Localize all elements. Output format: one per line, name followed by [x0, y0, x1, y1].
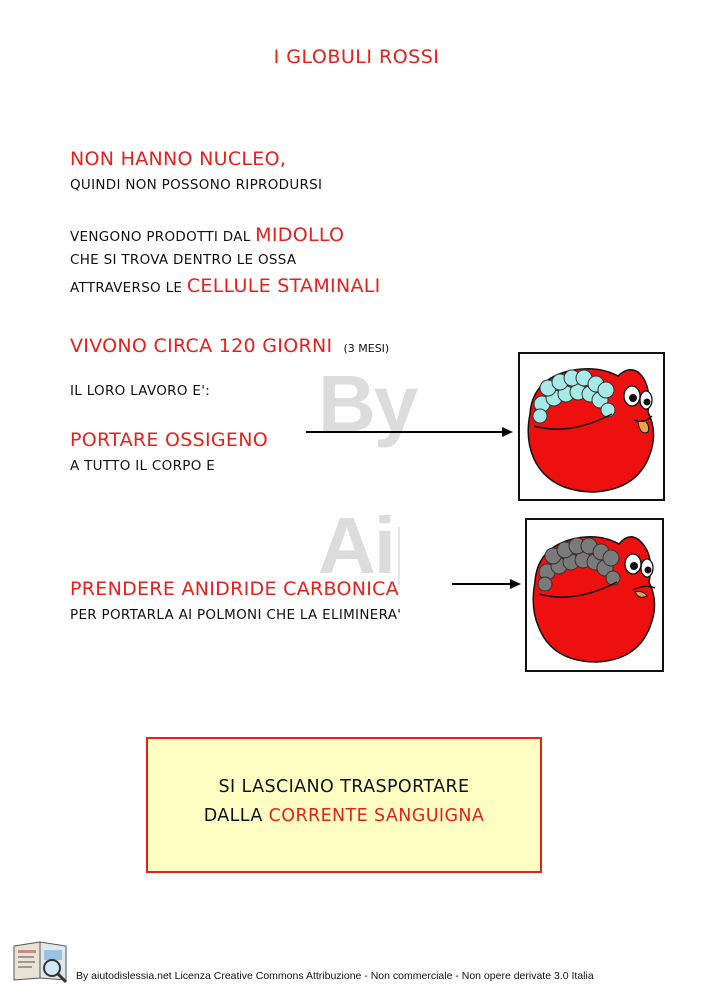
marrow-highlight: MIDOLLO: [255, 224, 345, 246]
red-cell-oxygen-icon: [520, 354, 663, 499]
bloodstream-callout: [146, 737, 542, 873]
co2-heading: PRENDERE ANIDRIDE CARBONICA: [70, 578, 399, 600]
red-cell-co2-icon: [527, 520, 662, 670]
marrow-line: [70, 224, 344, 246]
site-logo-icon: [12, 940, 70, 984]
bones-text: CHE SI TROVA DENTRO LE OSSA: [70, 252, 297, 268]
nucleus-heading: NON HANNO NUCLEO,: [70, 148, 287, 170]
stem-cells-line: [70, 275, 381, 297]
watermark-by: By: [318, 359, 417, 448]
lifespan-note: (3 MESI): [343, 342, 390, 355]
callout-highlight: CORRENTE SANGUIGNA: [268, 806, 485, 826]
watermark-bar: [398, 527, 400, 585]
watermark-ai: Ai: [318, 501, 394, 590]
oxygen-cell-picture: [518, 352, 665, 501]
lifespan-heading: VIVONO CIRCA 120 GIORNI: [70, 335, 333, 357]
marrow-text: VENGONO PRODOTTI DAL: [70, 229, 256, 245]
callout-text: DALLA: [203, 806, 269, 826]
page-title: I GLOBULI ROSSI: [273, 46, 440, 68]
oxygen-heading: PORTARE OSSIGENO: [70, 429, 268, 451]
work-text: IL LORO LAVORO E':: [70, 383, 211, 399]
footer-license: By aiutodislessia.net Licenza Creative Commons Attribuzione - Non commerciale - Non opere derivate 3.0 Italia: [76, 970, 594, 982]
co2-cell-picture: [525, 518, 664, 672]
co2-text: PER PORTARLA AI POLMONI CHE LA ELIMINERA': [70, 607, 402, 623]
stem-cells-highlight: CELLULE STAMINALI: [186, 275, 381, 297]
co2-arrow: [452, 576, 522, 592]
oxygen-text: A TUTTO IL CORPO E: [70, 458, 216, 474]
callout-line-1: SI LASCIANO TRASPORTARE: [218, 777, 470, 797]
callout-line-2: [148, 806, 540, 826]
nucleus-text: QUINDI NON POSSONO RIPRODURSI: [70, 177, 323, 193]
stem-cells-text: ATTRAVERSO LE: [70, 280, 187, 296]
lifespan-line: [70, 335, 389, 357]
oxygen-arrow: [306, 424, 514, 440]
